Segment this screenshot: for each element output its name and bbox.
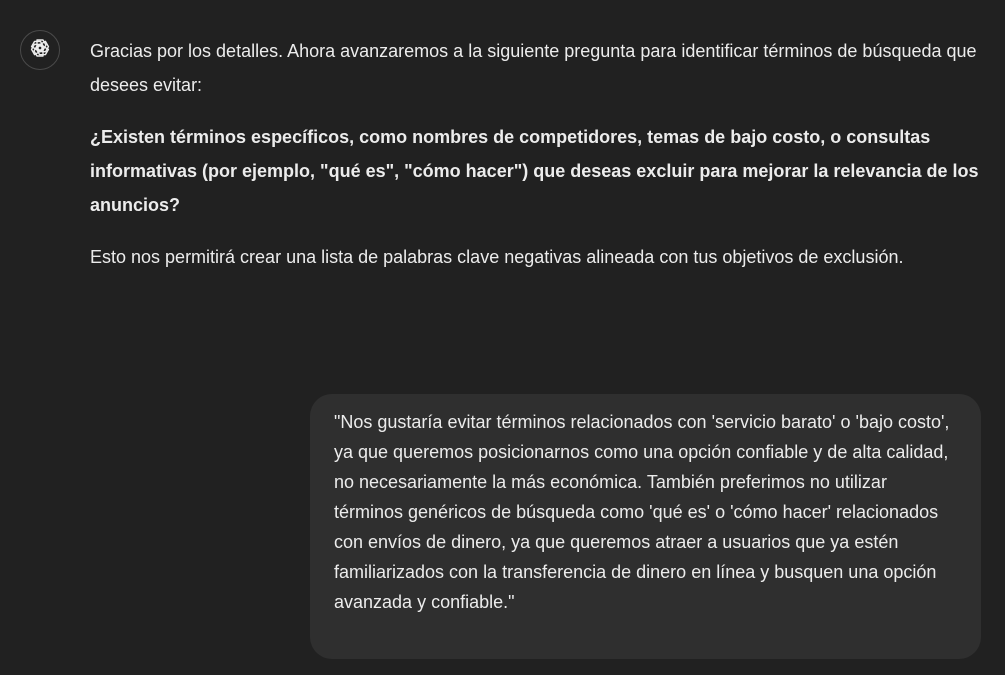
openai-logo-icon	[28, 36, 52, 65]
assistant-message	[90, 34, 990, 292]
assistant-avatar	[20, 30, 60, 70]
user-message-bubble	[310, 394, 981, 659]
assistant-paragraph-outro: Esto nos permitirá crear una lista de palabras clave negativas alineada con tus objetivos de exclusión.	[90, 247, 904, 267]
assistant-paragraph-intro: Gracias por los detalles. Ahora avanzaremos a la siguiente pregunta para identificar términos de búsqueda que desees evitar:	[90, 41, 977, 95]
user-message-text: "Nos gustaría evitar términos relacionados con 'servicio barato' o 'bajo costo', ya que queremos posicionarnos como una opción confiable y de alta calidad, no necesariamente la más económica. También preferimos no utilizar términos genéricos de búsqueda como 'qué es' o 'cómo hacer' relacionados con envíos de dinero, ya que queremos atraer a usuarios que ya estén familiarizados con la transferencia de dinero en línea y busquen una opción avanzada y confiable."	[334, 412, 950, 612]
assistant-question: ¿Existen términos específicos, como nombres de competidores, temas de bajo costo, o consultas informativas (por ejemplo, "qué es", "cómo hacer") que deseas excluir para mejorar la relevancia de los anuncios?	[90, 127, 979, 215]
